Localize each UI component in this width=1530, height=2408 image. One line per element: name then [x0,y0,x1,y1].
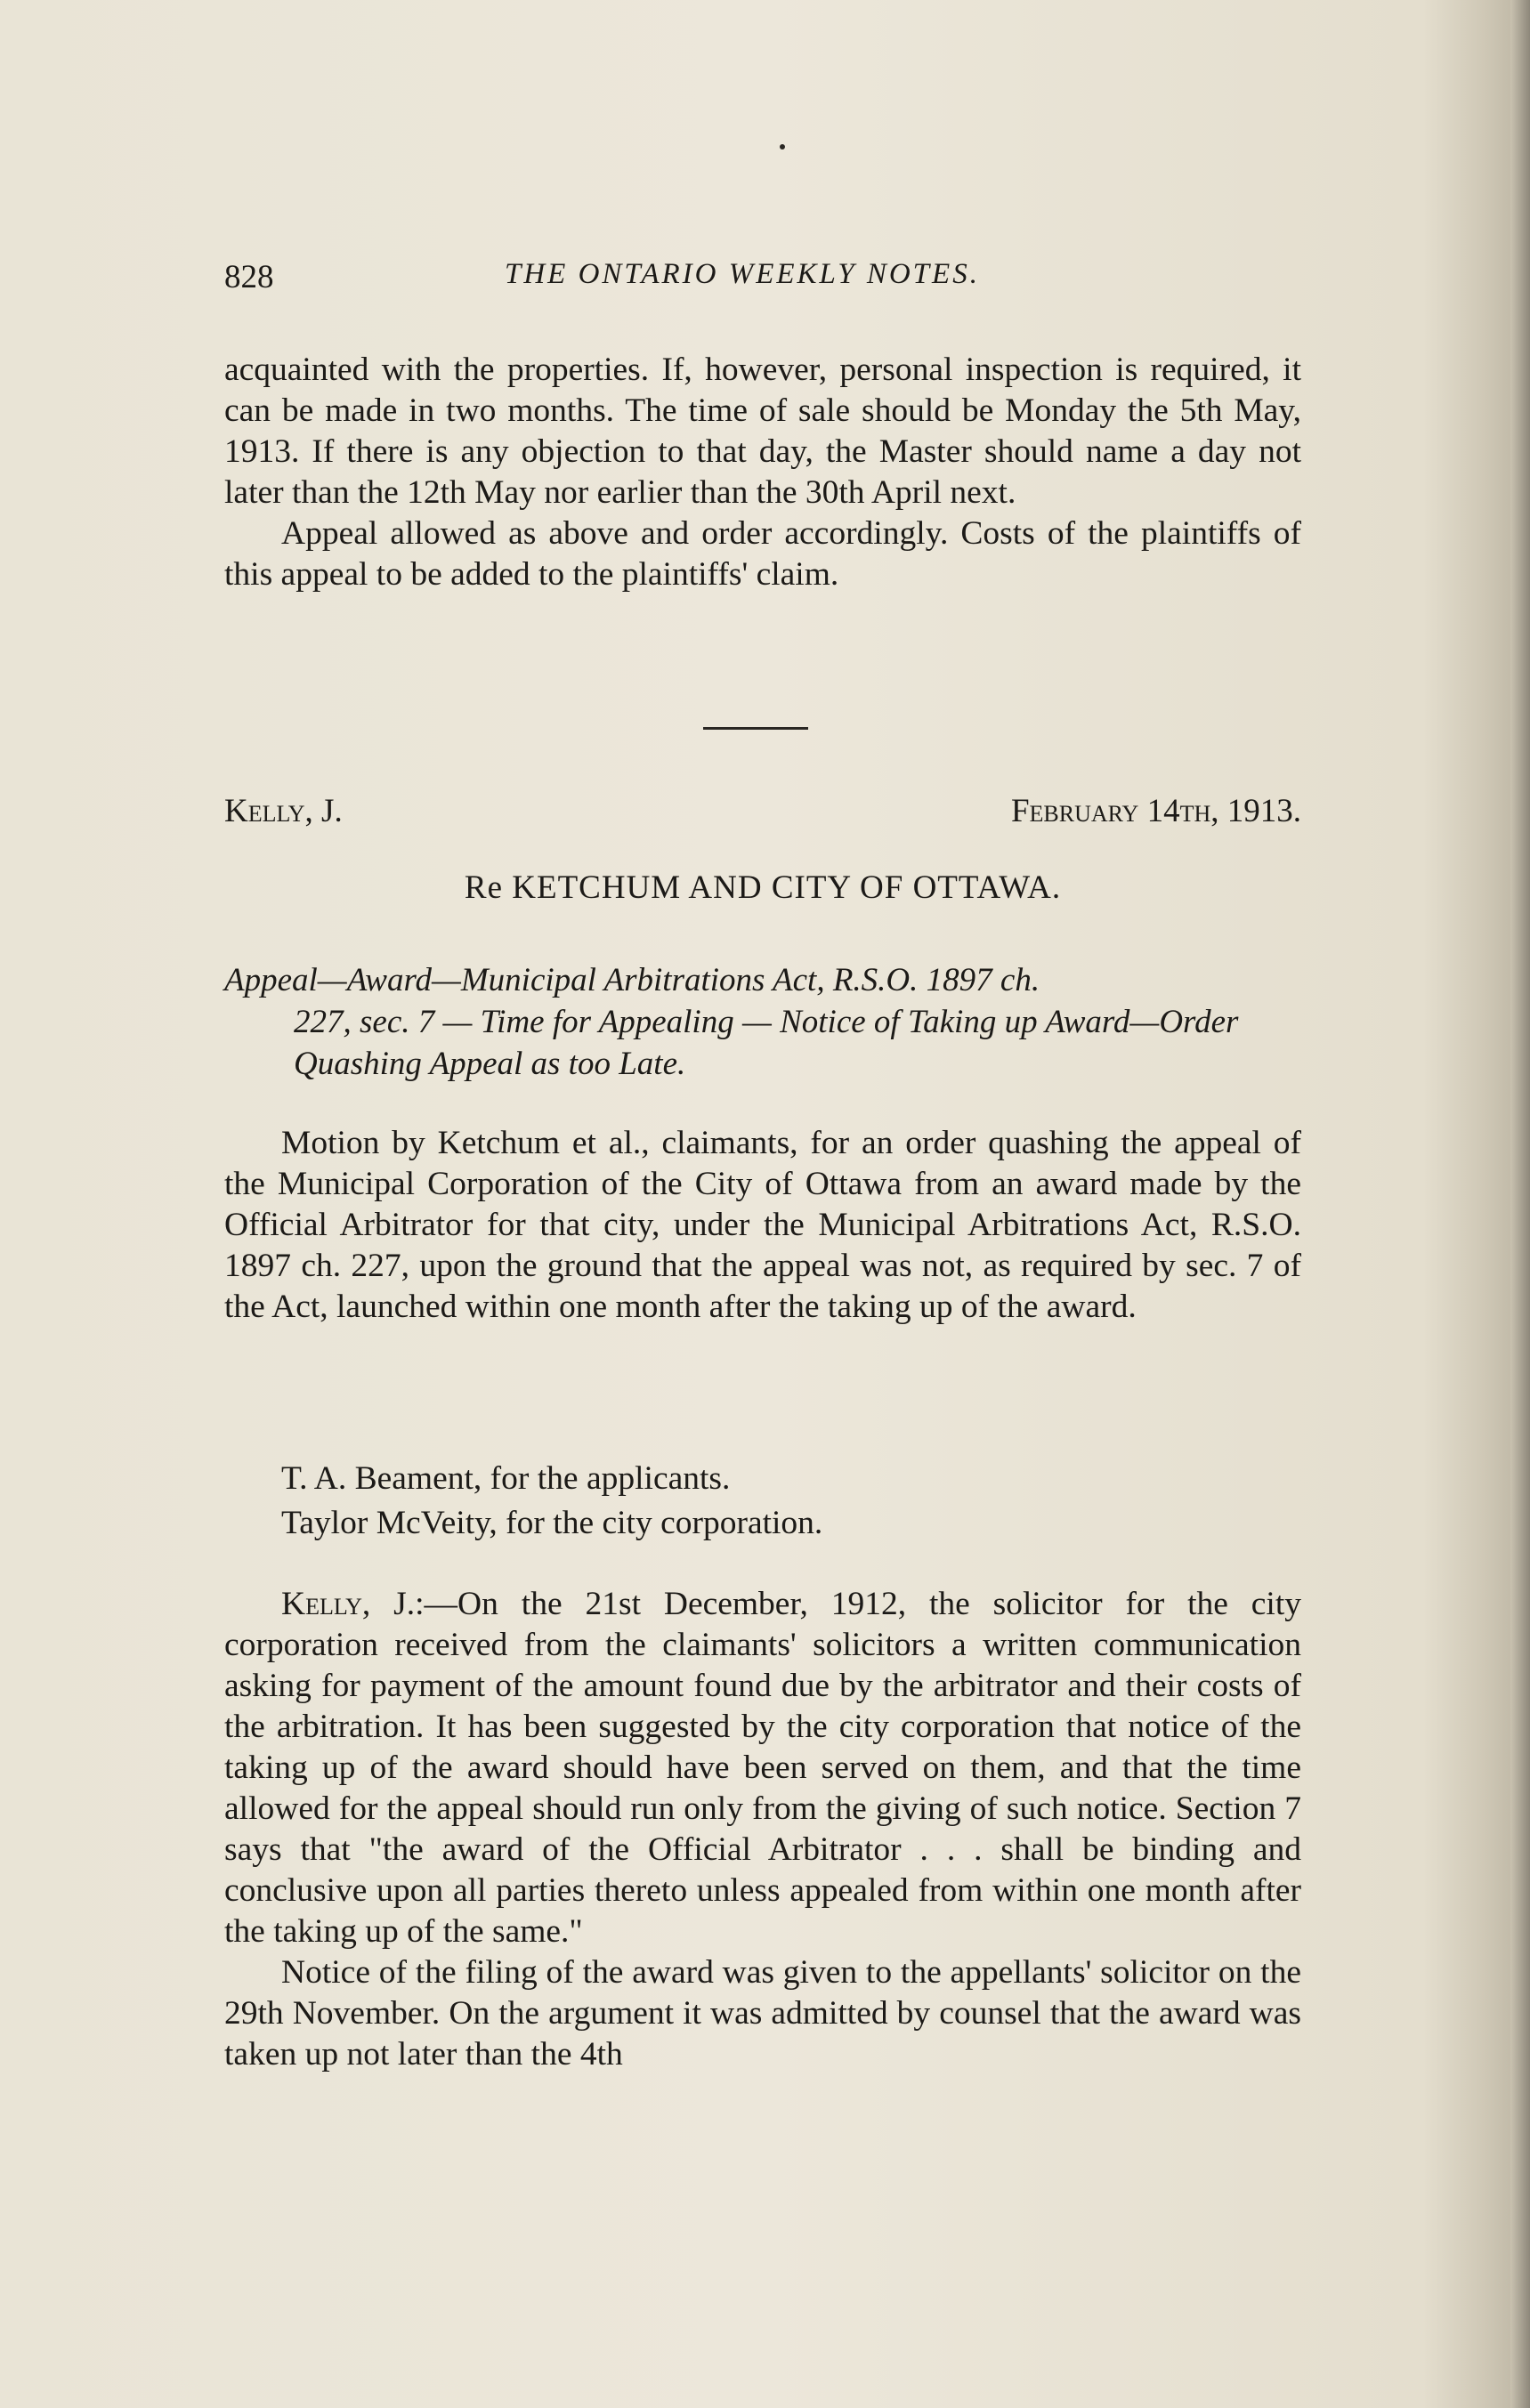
motion-block [224,1123,1301,1328]
continued-paragraph: acquainted with the properties. If, however, personal inspection is required, it can be made in two months. The time of sale should be Monday the 5th May, 1913. If there is any objection to that day, the Master should name a day not later than the 12th May nor earlier than the 30th April next. [224,352,1301,511]
case-title: Re KETCHUM AND CITY OF OTTAWA. [464,869,1062,906]
page-header [224,258,1301,303]
counsel-list [281,1457,822,1546]
headnote [224,959,1301,1085]
running-title: THE ONTARIO WEEKLY NOTES. [505,258,980,290]
disposition-paragraph: Appeal allowed as above and order accordingly. Costs of the plaintiffs of this appeal to be added to the plaintiffs' claim. [224,515,1301,593]
motion-paragraph: Motion by Ketchum et al., claimants, for an order quashing the appeal of the Municipal Corporation of the City of Ottawa from an award made by the Official Arbitrator for that city, under the Municipal Arbitrations Act, R.S.O. 1897 ch. 227, upon the ground that the appeal was not, as required by sec. 7 of the Act, launched within one month after the taking up of the award. [224,1125,1301,1325]
judgment-paragraph-2: Notice of the filing of the award was given to the appellants' solicitor on the 29th November. On the argument it was admitted by counsel that the award was taken up not later than the 4th [224,1954,1301,2073]
headnote-continuation: 227, sec. 7 — Time for Appealing — Notice of Taking up Award—Order Quashing Appeal as too Late. [294,1004,1239,1082]
judgment-block [224,1584,1301,2075]
decision-date: February 14th, 1913. [1010,793,1301,829]
section-divider [703,727,808,730]
judgment-text-1: :—On the 21st December, 1912, the solicitor for the city corporation received from the claimants' solicitors a written communication asking for payment of the amount found due by the arbitrator and their costs of the arbitration. It has been suggested by the city corporation that notice of the taking up of the award should have been served on them, and that the time allowed for the appeal should run only from the giving of such notice. Section 7 says that "the award of the Official Arbitrator . . . shall be binding and conclusive upon all parties thereto unless appealed from within one month after the taking up of the same." [224,1586,1302,1950]
case-judge-line [224,792,1301,836]
page-edge-shadow [1510,0,1530,2408]
page-number: 828 [224,259,274,295]
headnote-first-line: Appeal—Award—Municipal Arbitrations Act, R.S.O. 1897 ch. [224,962,1040,998]
ink-dot [780,144,785,149]
counsel-city: Taylor McVeity, for the city corporation. [281,1505,823,1541]
opening-text [224,350,1301,595]
judgment-paragraph-1 [224,1584,1301,1952]
judgment-speaker: Kelly, J. [281,1586,416,1622]
counsel-applicants: T. A. Beament, for the applicants. [281,1460,731,1497]
judge-name: Kelly, J. [224,793,343,829]
